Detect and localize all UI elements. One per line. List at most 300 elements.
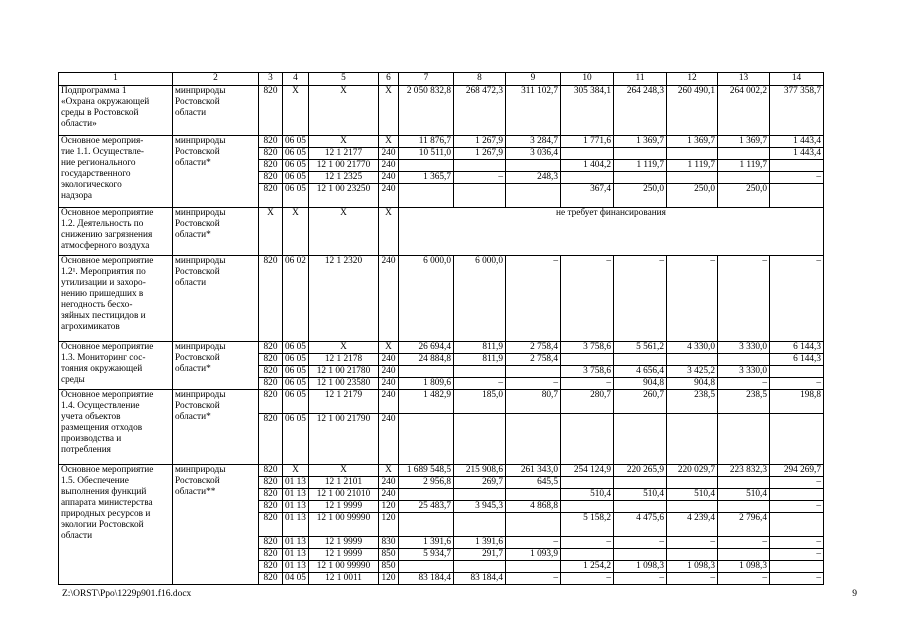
amount-cell bbox=[718, 354, 770, 366]
amount-cell bbox=[770, 366, 824, 378]
table-row bbox=[59, 86, 824, 136]
program-name-line: 1.4. Осуществление bbox=[61, 401, 140, 411]
program-name-line: экологического bbox=[61, 180, 122, 190]
code-cell: X bbox=[309, 465, 379, 477]
amount-cell: 10 511,0 bbox=[399, 148, 454, 160]
amount-cell: – bbox=[561, 573, 614, 585]
code-cell: 06 05 bbox=[283, 342, 309, 354]
code-cell: 820 bbox=[259, 148, 283, 160]
amount-cell: – bbox=[454, 172, 506, 184]
program-name-line: «Охрана окружающей bbox=[61, 97, 150, 107]
amount-cell: 1 482,9 bbox=[399, 390, 454, 414]
column-number: 4 bbox=[283, 73, 309, 86]
code-cell: 06 05 bbox=[283, 414, 309, 465]
code-cell: 820 bbox=[259, 354, 283, 366]
code-cell: 240 bbox=[379, 378, 399, 390]
column-number: 12 bbox=[667, 73, 718, 86]
code-cell: 240 bbox=[379, 256, 399, 342]
amount-cell: – bbox=[614, 256, 667, 342]
amount-cell: 261 343,0 bbox=[506, 465, 561, 477]
code-cell: X bbox=[379, 342, 399, 354]
amount-cell bbox=[667, 148, 718, 160]
amount-cell: 3 330,0 bbox=[718, 342, 770, 354]
amount-cell: 280,7 bbox=[561, 390, 614, 414]
amount-cell: 1 267,9 bbox=[454, 136, 506, 148]
amount-cell: 1 369,7 bbox=[614, 136, 667, 148]
code-cell: 12 1 00 21790 bbox=[309, 414, 379, 465]
code-cell: 12 1 2320 bbox=[309, 256, 379, 342]
code-cell: 04 05 bbox=[283, 573, 309, 585]
amount-cell: 1 254,2 bbox=[561, 561, 614, 573]
amount-cell: 1 093,9 bbox=[506, 549, 561, 561]
code-cell: 820 bbox=[259, 366, 283, 378]
code-cell: 06 05 bbox=[283, 136, 309, 148]
amount-cell bbox=[561, 477, 614, 489]
amount-cell bbox=[667, 501, 718, 513]
amount-cell: – bbox=[614, 573, 667, 585]
program-name-line: экологии Ростовской bbox=[61, 520, 144, 530]
amount-cell: 510,4 bbox=[718, 489, 770, 501]
amount-cell: 2 758,4 bbox=[506, 354, 561, 366]
code-cell: 12 1 0011 bbox=[309, 573, 379, 585]
amount-cell: 1 809,6 bbox=[399, 378, 454, 390]
program-name-line: природных ресурсов и bbox=[61, 509, 151, 519]
code-cell: 06 05 bbox=[283, 354, 309, 366]
amount-cell bbox=[561, 172, 614, 184]
amount-cell: – bbox=[561, 256, 614, 342]
amount-cell: 811,9 bbox=[454, 342, 506, 354]
code-cell: 01 13 bbox=[283, 513, 309, 537]
code-cell: X bbox=[283, 208, 309, 256]
program-name-line: Основное мероприятие bbox=[61, 390, 154, 400]
amount-cell: 904,8 bbox=[614, 378, 667, 390]
amount-cell bbox=[506, 366, 561, 378]
code-cell: 06 02 bbox=[283, 256, 309, 342]
code-cell: 240 bbox=[379, 489, 399, 501]
code-cell: X bbox=[309, 208, 379, 256]
program-name bbox=[59, 208, 173, 256]
amount-cell: 811,9 bbox=[454, 354, 506, 366]
program-name-line: потребления bbox=[61, 445, 111, 455]
amount-cell bbox=[506, 561, 561, 573]
amount-cell bbox=[506, 513, 561, 537]
amount-cell: 1 098,3 bbox=[667, 561, 718, 573]
amount-cell bbox=[667, 477, 718, 489]
amount-cell: 1 443,4 bbox=[770, 148, 824, 160]
amount-cell: 1 369,7 bbox=[718, 136, 770, 148]
amount-cell: 4 475,6 bbox=[614, 513, 667, 537]
amount-cell: – bbox=[770, 501, 824, 513]
column-number: 2 bbox=[173, 73, 259, 86]
program-name-line: производства и bbox=[61, 434, 122, 444]
code-cell: 12 1 00 21780 bbox=[309, 366, 379, 378]
code-cell: 830 bbox=[379, 537, 399, 549]
amount-cell: 250,0 bbox=[614, 184, 667, 208]
code-cell: 01 13 bbox=[283, 561, 309, 573]
no-funding-note: не требует финансирования bbox=[399, 208, 824, 256]
amount-cell: 305 384,1 bbox=[561, 86, 614, 136]
amount-cell: 1 365,7 bbox=[399, 172, 454, 184]
amount-cell: 24 884,8 bbox=[399, 354, 454, 366]
program-name-line: ние регионального bbox=[61, 158, 136, 168]
amount-cell bbox=[506, 160, 561, 172]
amount-cell bbox=[614, 501, 667, 513]
amount-cell: – bbox=[770, 549, 824, 561]
amount-cell bbox=[614, 414, 667, 465]
responsible-executor-line: Ростовской bbox=[175, 267, 220, 277]
program-name-line: Основное мероприятие bbox=[61, 342, 154, 352]
code-cell: 12 1 9999 bbox=[309, 537, 379, 549]
code-cell: 06 05 bbox=[283, 378, 309, 390]
code-cell: 850 bbox=[379, 549, 399, 561]
code-cell: 240 bbox=[379, 160, 399, 172]
program-name-line: Основное мероприятие bbox=[61, 465, 154, 475]
amount-cell: 264 002,2 bbox=[718, 86, 770, 136]
amount-cell: 6 144,3 bbox=[770, 354, 824, 366]
responsible-executor-line: минприроды bbox=[175, 465, 226, 475]
amount-cell: 1 119,7 bbox=[667, 160, 718, 172]
amount-cell: 1 119,7 bbox=[718, 160, 770, 172]
column-number: 13 bbox=[718, 73, 770, 86]
amount-cell bbox=[454, 366, 506, 378]
column-number: 6 bbox=[379, 73, 399, 86]
amount-cell: – bbox=[770, 537, 824, 549]
responsible-executor-line: области** bbox=[175, 487, 216, 497]
code-cell: 820 bbox=[259, 342, 283, 354]
table-row bbox=[59, 465, 824, 477]
amount-cell: 254 124,9 bbox=[561, 465, 614, 477]
amount-cell bbox=[454, 414, 506, 465]
amount-cell bbox=[614, 172, 667, 184]
amount-cell: 269,7 bbox=[454, 477, 506, 489]
program-name-line: государственного bbox=[61, 169, 131, 179]
code-cell: 12 1 00 99990 bbox=[309, 513, 379, 537]
responsible-executor-line: минприроды bbox=[175, 136, 226, 146]
program-name-line: размещения отходов bbox=[61, 423, 143, 433]
amount-cell bbox=[614, 477, 667, 489]
program-name-line: области» bbox=[61, 119, 97, 129]
responsible-executor-line: минприроды bbox=[175, 390, 226, 400]
code-cell: 120 bbox=[379, 513, 399, 537]
program-name-line: атмосферного воздуха bbox=[61, 241, 150, 251]
amount-cell: – bbox=[770, 172, 824, 184]
responsible-executor-line: Ростовской bbox=[175, 147, 220, 157]
program-name-line: Подпрограмма 1 bbox=[61, 86, 127, 96]
responsible-executor-line: минприроды bbox=[175, 86, 226, 96]
amount-cell bbox=[561, 148, 614, 160]
amount-cell: 260 490,1 bbox=[667, 86, 718, 136]
amount-cell: – bbox=[718, 573, 770, 585]
amount-cell bbox=[718, 549, 770, 561]
column-number: 11 bbox=[614, 73, 667, 86]
table-row bbox=[59, 342, 824, 354]
code-cell: 820 bbox=[259, 537, 283, 549]
program-name-line: тие 1.1. Осуществле- bbox=[61, 147, 144, 157]
code-cell: 12 1 00 99990 bbox=[309, 561, 379, 573]
program-name-line: надзора bbox=[61, 191, 92, 201]
table-row bbox=[59, 136, 824, 148]
code-cell: X bbox=[379, 86, 399, 136]
code-cell: 06 05 bbox=[283, 184, 309, 208]
amount-cell: – bbox=[718, 256, 770, 342]
amount-cell: 220 029,7 bbox=[667, 465, 718, 477]
amount-cell: 26 694,4 bbox=[399, 342, 454, 354]
amount-cell: 5 934,7 bbox=[399, 549, 454, 561]
amount-cell bbox=[718, 477, 770, 489]
code-cell: 820 bbox=[259, 172, 283, 184]
amount-cell bbox=[399, 414, 454, 465]
responsible-executor-line: Ростовской bbox=[175, 476, 220, 486]
program-name-line: 1.3. Мониторинг сос- bbox=[61, 353, 146, 363]
responsible-executor-line: области* bbox=[175, 158, 211, 168]
amount-cell bbox=[454, 561, 506, 573]
code-cell: 12 1 2179 bbox=[309, 390, 379, 414]
amount-cell bbox=[561, 501, 614, 513]
amount-cell: 3 036,4 bbox=[506, 148, 561, 160]
amount-cell: 1 771,6 bbox=[561, 136, 614, 148]
column-number: 1 bbox=[59, 73, 173, 86]
amount-cell: 3 330,0 bbox=[718, 366, 770, 378]
code-cell: 240 bbox=[379, 477, 399, 489]
amount-cell: 4 239,4 bbox=[667, 513, 718, 537]
amount-cell: – bbox=[718, 537, 770, 549]
code-cell: 820 bbox=[259, 160, 283, 172]
amount-cell: – bbox=[614, 537, 667, 549]
amount-cell: 1 369,7 bbox=[667, 136, 718, 148]
program-name-line: 1.5. Обеспечение bbox=[61, 476, 129, 486]
amount-cell: 250,0 bbox=[667, 184, 718, 208]
code-cell: 820 bbox=[259, 489, 283, 501]
code-cell: 820 bbox=[259, 390, 283, 414]
responsible-executor bbox=[173, 86, 259, 136]
amount-cell: 83 184,4 bbox=[399, 573, 454, 585]
responsible-executor-line: минприроды bbox=[175, 256, 226, 266]
column-number: 7 bbox=[399, 73, 454, 86]
amount-cell bbox=[399, 489, 454, 501]
code-cell: 820 bbox=[259, 378, 283, 390]
amount-cell bbox=[561, 549, 614, 561]
amount-cell: 1 267,9 bbox=[454, 148, 506, 160]
amount-cell: 11 876,7 bbox=[399, 136, 454, 148]
amount-cell bbox=[399, 366, 454, 378]
amount-cell: – bbox=[667, 537, 718, 549]
amount-cell: 1 098,3 bbox=[718, 561, 770, 573]
amount-cell: 2 050 832,8 bbox=[399, 86, 454, 136]
amount-cell: 510,4 bbox=[614, 489, 667, 501]
amount-cell: – bbox=[770, 378, 824, 390]
page-number: 9 bbox=[852, 589, 857, 599]
program-name-line: аппарата министерства bbox=[61, 498, 153, 508]
program-name-line: 1.2. Деятельность по bbox=[61, 219, 144, 229]
code-cell: 240 bbox=[379, 148, 399, 160]
column-number: 8 bbox=[454, 73, 506, 86]
code-cell: 240 bbox=[379, 184, 399, 208]
amount-cell: – bbox=[667, 256, 718, 342]
amount-cell bbox=[506, 489, 561, 501]
amount-cell: – bbox=[770, 573, 824, 585]
amount-cell: 2 796,4 bbox=[718, 513, 770, 537]
amount-cell: 5 561,2 bbox=[614, 342, 667, 354]
amount-cell bbox=[718, 172, 770, 184]
code-cell: X bbox=[309, 136, 379, 148]
code-cell: 820 bbox=[259, 561, 283, 573]
amount-cell: 6 144,3 bbox=[770, 342, 824, 354]
program-name-line: тояния окружающей bbox=[61, 364, 143, 374]
code-cell: 12 1 9999 bbox=[309, 549, 379, 561]
amount-cell bbox=[399, 561, 454, 573]
code-cell: X bbox=[283, 465, 309, 477]
responsible-executor bbox=[173, 256, 259, 342]
amount-cell: 223 832,3 bbox=[718, 465, 770, 477]
code-cell: 820 bbox=[259, 414, 283, 465]
amount-cell: 6 000,0 bbox=[454, 256, 506, 342]
column-number: 5 bbox=[309, 73, 379, 86]
amount-cell: 198,8 bbox=[770, 390, 824, 414]
program-name bbox=[59, 342, 173, 390]
amount-cell bbox=[667, 549, 718, 561]
amount-cell bbox=[770, 414, 824, 465]
column-number: 9 bbox=[506, 73, 561, 86]
amount-cell: – bbox=[506, 573, 561, 585]
amount-cell: 4 330,0 bbox=[667, 342, 718, 354]
amount-cell: 238,5 bbox=[667, 390, 718, 414]
program-name bbox=[59, 465, 173, 585]
code-cell: 12 1 00 21770 bbox=[309, 160, 379, 172]
code-cell: 850 bbox=[379, 561, 399, 573]
amount-cell: 220 265,9 bbox=[614, 465, 667, 477]
amount-cell bbox=[667, 414, 718, 465]
code-cell: 12 1 2325 bbox=[309, 172, 379, 184]
amount-cell bbox=[718, 501, 770, 513]
amount-cell: 4 868,8 bbox=[506, 501, 561, 513]
code-cell: 06 05 bbox=[283, 366, 309, 378]
amount-cell: 3 758,6 bbox=[561, 342, 614, 354]
responsible-executor bbox=[173, 208, 259, 256]
amount-cell: 510,4 bbox=[667, 489, 718, 501]
responsible-executor-line: минприроды bbox=[175, 342, 226, 352]
program-name-line: Основное мероприятие bbox=[61, 256, 154, 266]
code-cell: 240 bbox=[379, 390, 399, 414]
amount-cell: 1 391,6 bbox=[454, 537, 506, 549]
amount-cell: 1 404,2 bbox=[561, 160, 614, 172]
program-name-line: утилизации и захоро- bbox=[61, 278, 146, 288]
program-name bbox=[59, 136, 173, 208]
responsible-executor bbox=[173, 390, 259, 465]
responsible-executor-line: области bbox=[175, 278, 207, 288]
amount-cell bbox=[770, 184, 824, 208]
amount-cell: 367,4 bbox=[561, 184, 614, 208]
amount-cell: – bbox=[506, 537, 561, 549]
responsible-executor-line: Ростовской bbox=[175, 353, 220, 363]
amount-cell: – bbox=[506, 256, 561, 342]
table-row bbox=[59, 208, 824, 256]
code-cell: 06 05 bbox=[283, 390, 309, 414]
amount-cell bbox=[770, 513, 824, 537]
amount-cell bbox=[770, 489, 824, 501]
code-cell: 820 bbox=[259, 465, 283, 477]
file-path: Z:\ORST\Ppo\1229p901.f16.docx bbox=[62, 589, 192, 599]
budget-table bbox=[58, 72, 824, 585]
program-name-line: Основное мероприятие bbox=[61, 208, 154, 218]
amount-cell: 248,3 bbox=[506, 172, 561, 184]
responsible-executor-line: минприроды bbox=[175, 208, 226, 218]
amount-cell bbox=[614, 549, 667, 561]
amount-cell bbox=[399, 184, 454, 208]
amount-cell bbox=[454, 489, 506, 501]
amount-cell bbox=[770, 561, 824, 573]
amount-cell: 268 472,3 bbox=[454, 86, 506, 136]
amount-cell: 260,7 bbox=[614, 390, 667, 414]
amount-cell: 83 184,4 bbox=[454, 573, 506, 585]
amount-cell: 291,7 bbox=[454, 549, 506, 561]
amount-cell: 1 443,4 bbox=[770, 136, 824, 148]
amount-cell: 25 483,7 bbox=[399, 501, 454, 513]
code-cell: X bbox=[309, 342, 379, 354]
amount-cell: 1 098,3 bbox=[614, 561, 667, 573]
code-cell: 01 13 bbox=[283, 477, 309, 489]
amount-cell bbox=[718, 148, 770, 160]
responsible-executor-line: Ростовской bbox=[175, 219, 220, 229]
amount-cell: – bbox=[718, 378, 770, 390]
code-cell: 12 1 00 21010 bbox=[309, 489, 379, 501]
amount-cell: – bbox=[667, 573, 718, 585]
amount-cell: 215 908,6 bbox=[454, 465, 506, 477]
responsible-executor bbox=[173, 342, 259, 390]
amount-cell: – bbox=[561, 378, 614, 390]
table-row bbox=[59, 256, 824, 342]
amount-cell: 510,4 bbox=[561, 489, 614, 501]
code-cell: 01 13 bbox=[283, 549, 309, 561]
amount-cell: 1 391,6 bbox=[399, 537, 454, 549]
code-cell: X bbox=[283, 86, 309, 136]
program-name-line: среды в Ростовской bbox=[61, 108, 139, 118]
code-cell: 12 1 00 23580 bbox=[309, 378, 379, 390]
responsible-executor-line: Ростовской bbox=[175, 401, 220, 411]
amount-cell: 1 119,7 bbox=[614, 160, 667, 172]
responsible-executor-line: области* bbox=[175, 364, 211, 374]
program-name-line: среды bbox=[61, 375, 85, 385]
amount-cell bbox=[399, 160, 454, 172]
code-cell: X bbox=[379, 465, 399, 477]
amount-cell bbox=[718, 414, 770, 465]
code-cell: 06 05 bbox=[283, 160, 309, 172]
amount-cell bbox=[614, 148, 667, 160]
amount-cell: 294 269,7 bbox=[770, 465, 824, 477]
responsible-executor-line: области bbox=[175, 108, 207, 118]
column-number: 10 bbox=[561, 73, 614, 86]
code-cell: 820 bbox=[259, 573, 283, 585]
code-cell: 820 bbox=[259, 136, 283, 148]
amount-cell: 2 956,8 bbox=[399, 477, 454, 489]
code-cell: 12 1 2178 bbox=[309, 354, 379, 366]
code-cell: 820 bbox=[259, 477, 283, 489]
program-name-line: агрохимикатов bbox=[61, 322, 120, 332]
amount-cell: 377 358,7 bbox=[770, 86, 824, 136]
code-cell: 820 bbox=[259, 513, 283, 537]
code-cell: 12 1 2101 bbox=[309, 477, 379, 489]
amount-cell: 3 425,2 bbox=[667, 366, 718, 378]
amount-cell: – bbox=[506, 378, 561, 390]
amount-cell: 4 656,4 bbox=[614, 366, 667, 378]
amount-cell: 3 945,3 bbox=[454, 501, 506, 513]
responsible-executor-line: области* bbox=[175, 230, 211, 240]
code-cell: 06 05 bbox=[283, 172, 309, 184]
amount-cell: – bbox=[770, 477, 824, 489]
amount-cell bbox=[506, 414, 561, 465]
program-name bbox=[59, 86, 173, 136]
program-name-line: 1.2¹. Мероприятия по bbox=[61, 267, 146, 277]
amount-cell bbox=[506, 184, 561, 208]
